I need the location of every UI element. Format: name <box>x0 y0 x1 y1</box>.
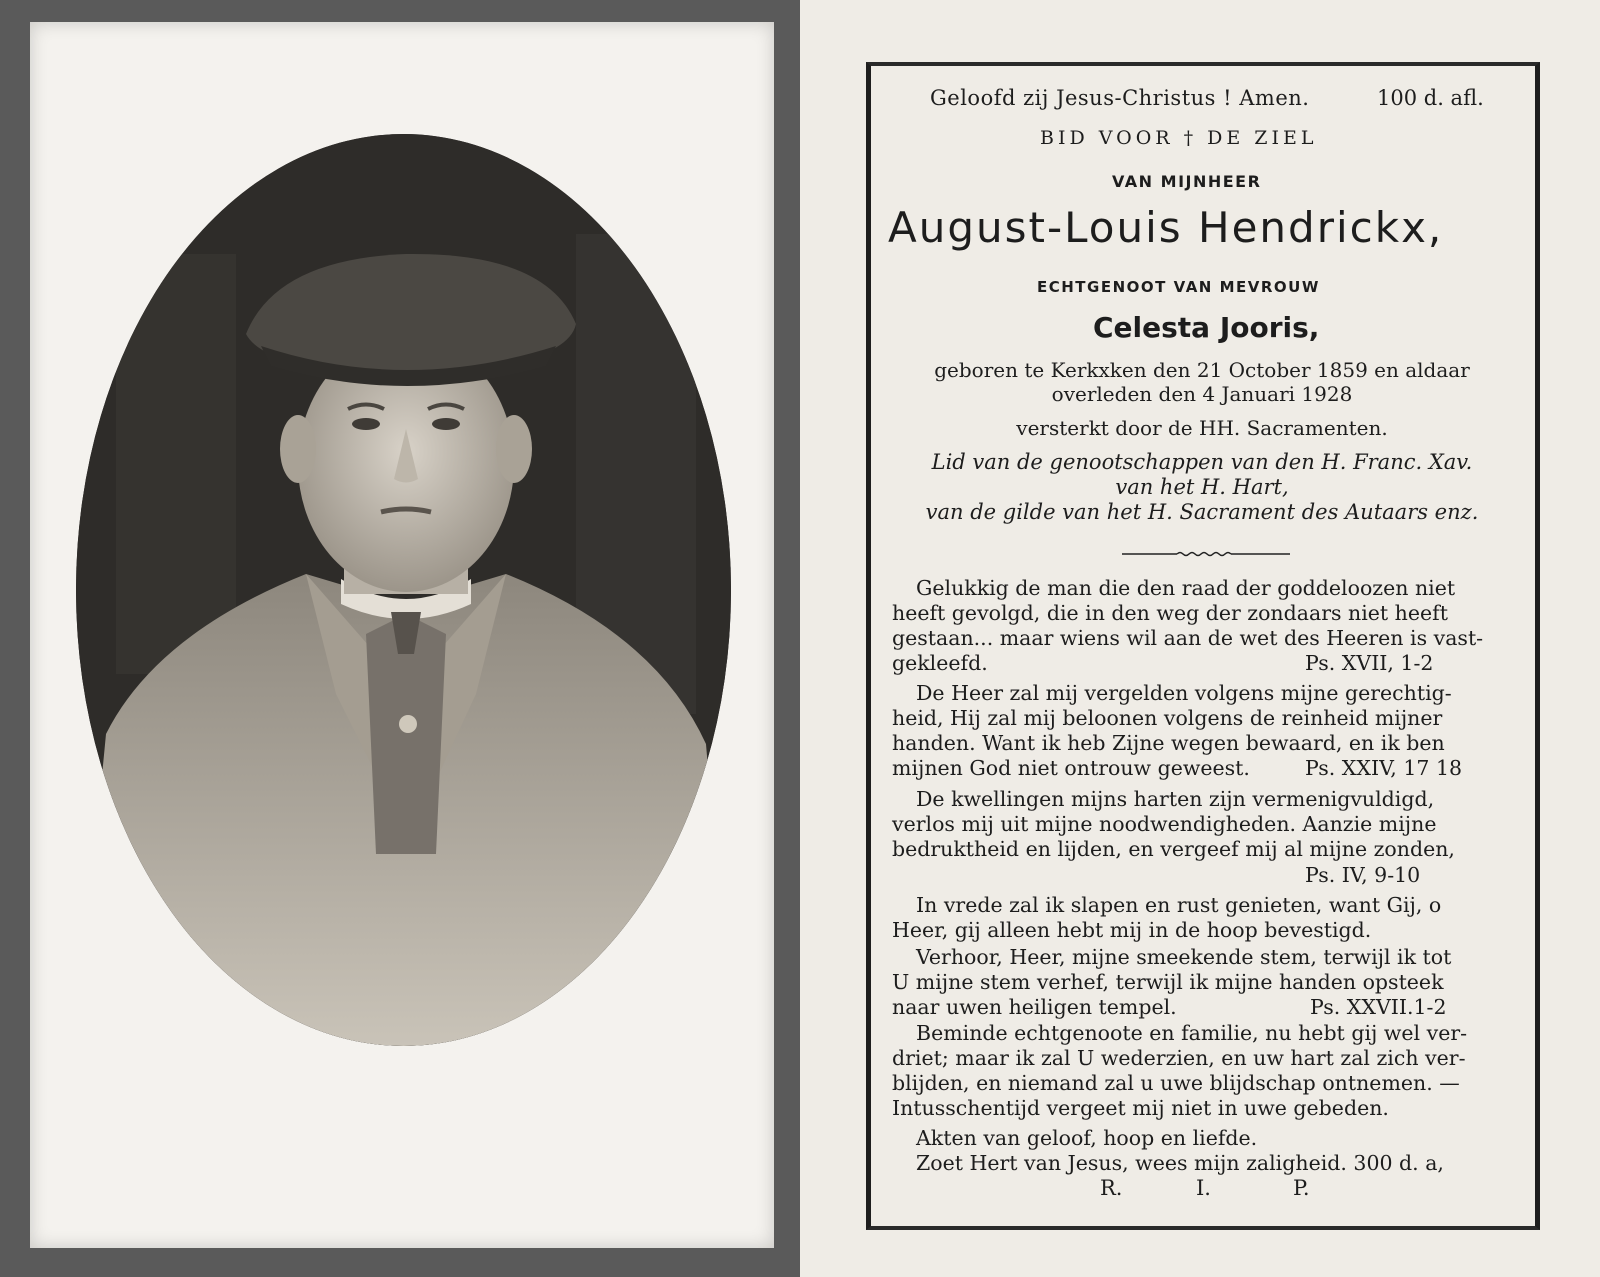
spouse-label: ECHTGENOOT VAN MEVROUW <box>1037 278 1320 296</box>
birth-line-1: geboren te Kerkxken den 21 October 1859 en aldaar <box>934 358 1470 382</box>
membership-line-1: Lid van de genootschappen van den H. Franc. Xav. <box>931 450 1473 474</box>
rip-i: I. <box>1196 1176 1211 1200</box>
psalm-5-line-2: U mijne stem verhef, terwijl ik mijne handen opsteek <box>892 970 1444 994</box>
birth-line-2: overleden den 4 Januari 1928 <box>1051 382 1353 406</box>
rip-r: R. <box>1100 1176 1123 1200</box>
van-mijnheer-label: VAN MIJNHEER <box>1112 172 1262 191</box>
indulgence-note: 100 d. afl. <box>1377 86 1484 110</box>
farewell-line-3: blijden, en niemand zal u uwe blijdschap ontnemen. — <box>892 1071 1460 1095</box>
prayer-title: BID VOOR † DE ZIEL <box>1040 127 1318 149</box>
farewell-line-1: Beminde echtgenoote en familie, nu hebt gij wel ver- <box>916 1021 1468 1045</box>
farewell-line-2: driet; maar ik zal U wederzien, en uw hart zal zich ver- <box>892 1046 1466 1070</box>
rip-p: P. <box>1293 1176 1310 1200</box>
psalm-3-line-3: bedruktheid en lijden, en vergeef mij al mijne zonden, <box>892 837 1455 861</box>
psalm-2-line-4: mijnen God niet ontrouw geweest. <box>892 756 1250 780</box>
deceased-name: August-Louis Hendrickx, <box>888 203 1444 252</box>
psalm-5-reference: Ps. XXVII.1-2 <box>1310 995 1447 1019</box>
psalm-2-line-1: De Heer zal mij vergelden volgens mijne gerechtig- <box>916 681 1452 705</box>
psalm-5-line-1: Verhoor, Heer, mijne smeekende stem, terwijl ik tot <box>916 945 1452 969</box>
psalm-2-line-2: heid, Hij zal mij beloonen volgens de reinheid mijner <box>892 706 1443 730</box>
psalm-5-line-3: naar uwen heiligen tempel. <box>892 995 1177 1019</box>
membership-line-3: van de gilde van het H. Sacrament des Autaars enz. <box>925 500 1479 524</box>
psalm-4-line-1: In vrede zal ik slapen en rust genieten, want Gij, o <box>916 893 1442 917</box>
farewell-line-4: Intusschentijd vergeet mij niet in uwe gebeden. <box>892 1096 1389 1120</box>
psalm-2-reference: Ps. XXIV, 17 18 <box>1305 756 1463 780</box>
psalm-3-line-1: De kwellingen mijns harten zijn vermenigvuldigd, <box>916 787 1435 811</box>
psalm-3-line-2: verlos mij uit mijne noodwendigheden. Aanzie mijne <box>892 812 1437 836</box>
sacraments-line: versterkt door de HH. Sacramenten. <box>1016 416 1388 440</box>
ornamental-divider <box>1122 550 1290 558</box>
psalm-1-line-1: Gelukkig de man die den raad der goddeloozen niet <box>916 576 1456 600</box>
portrait-illustration <box>76 134 731 1046</box>
header-greeting: Geloofd zij Jesus-Christus ! Amen. <box>930 86 1310 110</box>
psalm-2-line-3: handen. Want ik heb Zijne wegen bewaard, en ik ben <box>892 731 1445 755</box>
psalm-1-line-4: gekleefd. <box>892 651 988 675</box>
membership-line-2: van het H. Hart, <box>1115 475 1289 499</box>
photo-mount <box>30 22 774 1248</box>
portrait-photo <box>76 134 731 1046</box>
psalm-1-reference: Ps. XVII, 1-2 <box>1305 651 1434 675</box>
closing-line-1: Akten van geloof, hoop en liefde. <box>916 1126 1258 1150</box>
psalm-4-line-2: Heer, gij alleen hebt mij in de hoop bevestigd. <box>892 918 1372 942</box>
spouse-name: Celesta Jooris, <box>1093 311 1320 344</box>
psalm-1-line-3: gestaan... maar wiens wil aan de wet des Heeren is vast- <box>892 626 1484 650</box>
psalm-1-line-2: heeft gevolgd, die in den weg der zondaars niet heeft <box>892 601 1448 625</box>
closing-line-2: Zoet Hert van Jesus, wees mijn zaligheid. 300 d. a, <box>916 1151 1444 1175</box>
psalm-3-reference: Ps. IV, 9-10 <box>1305 863 1421 887</box>
